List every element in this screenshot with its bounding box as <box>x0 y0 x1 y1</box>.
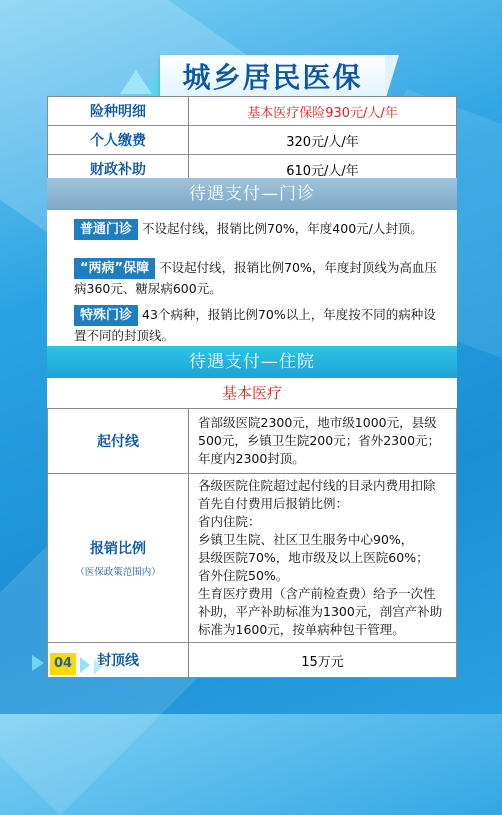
item-text: 43个病种，报销比例70%以上，年度按不同的病种设置不同的封顶线。 <box>74 307 436 343</box>
item-tag: 普通门诊 <box>74 219 138 240</box>
table-row <box>48 126 457 155</box>
summary-table <box>47 96 457 178</box>
row-label: 个人缴费 <box>48 126 189 155</box>
ratio-label: 报销比例 <box>90 541 146 557</box>
row-label: 财政补助 <box>48 155 189 184</box>
ratio-line: 乡镇卫生院、社区卫生服务中心90%， <box>198 532 414 547</box>
row-value: 15万元 <box>189 643 457 678</box>
item-text: 不设起付线，报销比例70%，年度400元/人封顶。 <box>142 221 423 236</box>
table-row <box>48 97 457 126</box>
section-header-inpatient: 待遇支付—住院 <box>47 346 457 378</box>
sub-header: 基本医疗 <box>47 378 457 409</box>
ratio-line: 省外住院50%。 <box>198 568 289 583</box>
list-item <box>47 301 457 347</box>
table-row <box>48 474 457 643</box>
deductible-text: 省部级医院2300元，地市级1000元，县级500元，乡镇卫生院200元；省外2300元；年度内2300封顶。 <box>198 415 441 466</box>
row-label: 险种明细 <box>48 97 189 126</box>
arrow-decoration <box>32 655 44 671</box>
item-tag: 特殊门诊 <box>74 305 138 326</box>
inpatient-table <box>47 408 457 678</box>
ratio-line: 生育医疗费用（含产前检查费）给予一次性补助，平产补助标准为1300元，剖宫产补助标准为1600元，按单病种包干管理。 <box>198 586 443 637</box>
row-value: 基本医疗保险930元/人/年 <box>189 97 457 126</box>
item-tag: “两病”保障 <box>74 258 155 279</box>
table-row <box>48 643 457 678</box>
section-header-outpatient: 待遇支付—门诊 <box>47 178 457 210</box>
row-value: 610元/人/年 <box>189 155 457 184</box>
row-value <box>189 474 457 643</box>
ratio-note: （医保政策范围内） <box>75 567 161 578</box>
row-label: 起付线 <box>48 409 189 474</box>
arrow-decoration <box>94 659 102 675</box>
list-item <box>47 210 457 255</box>
row-label <box>48 474 189 643</box>
table-row <box>48 409 457 474</box>
ratio-line: 省内住院： <box>198 514 261 529</box>
page-title: 城乡居民医保 <box>182 61 363 94</box>
page-number: 04 <box>50 653 76 675</box>
row-value: 320元/人/年 <box>189 126 457 155</box>
ratio-line: 各级医院住院超过起付线的目录内费用扣除首先自付费用后报销比例： <box>198 478 436 511</box>
row-value <box>189 409 457 474</box>
ratio-line: 县级医院70%，地市级及以上医院60%； <box>198 550 429 565</box>
list-item <box>47 254 457 302</box>
row-label: 封顶线 <box>48 643 189 678</box>
arrow-decoration <box>80 657 90 673</box>
item-text: 不设起付线，报销比例70%，年度封顶线为高血压病360元、糖尿病600元。 <box>74 260 437 296</box>
triangle-decoration <box>120 70 152 94</box>
